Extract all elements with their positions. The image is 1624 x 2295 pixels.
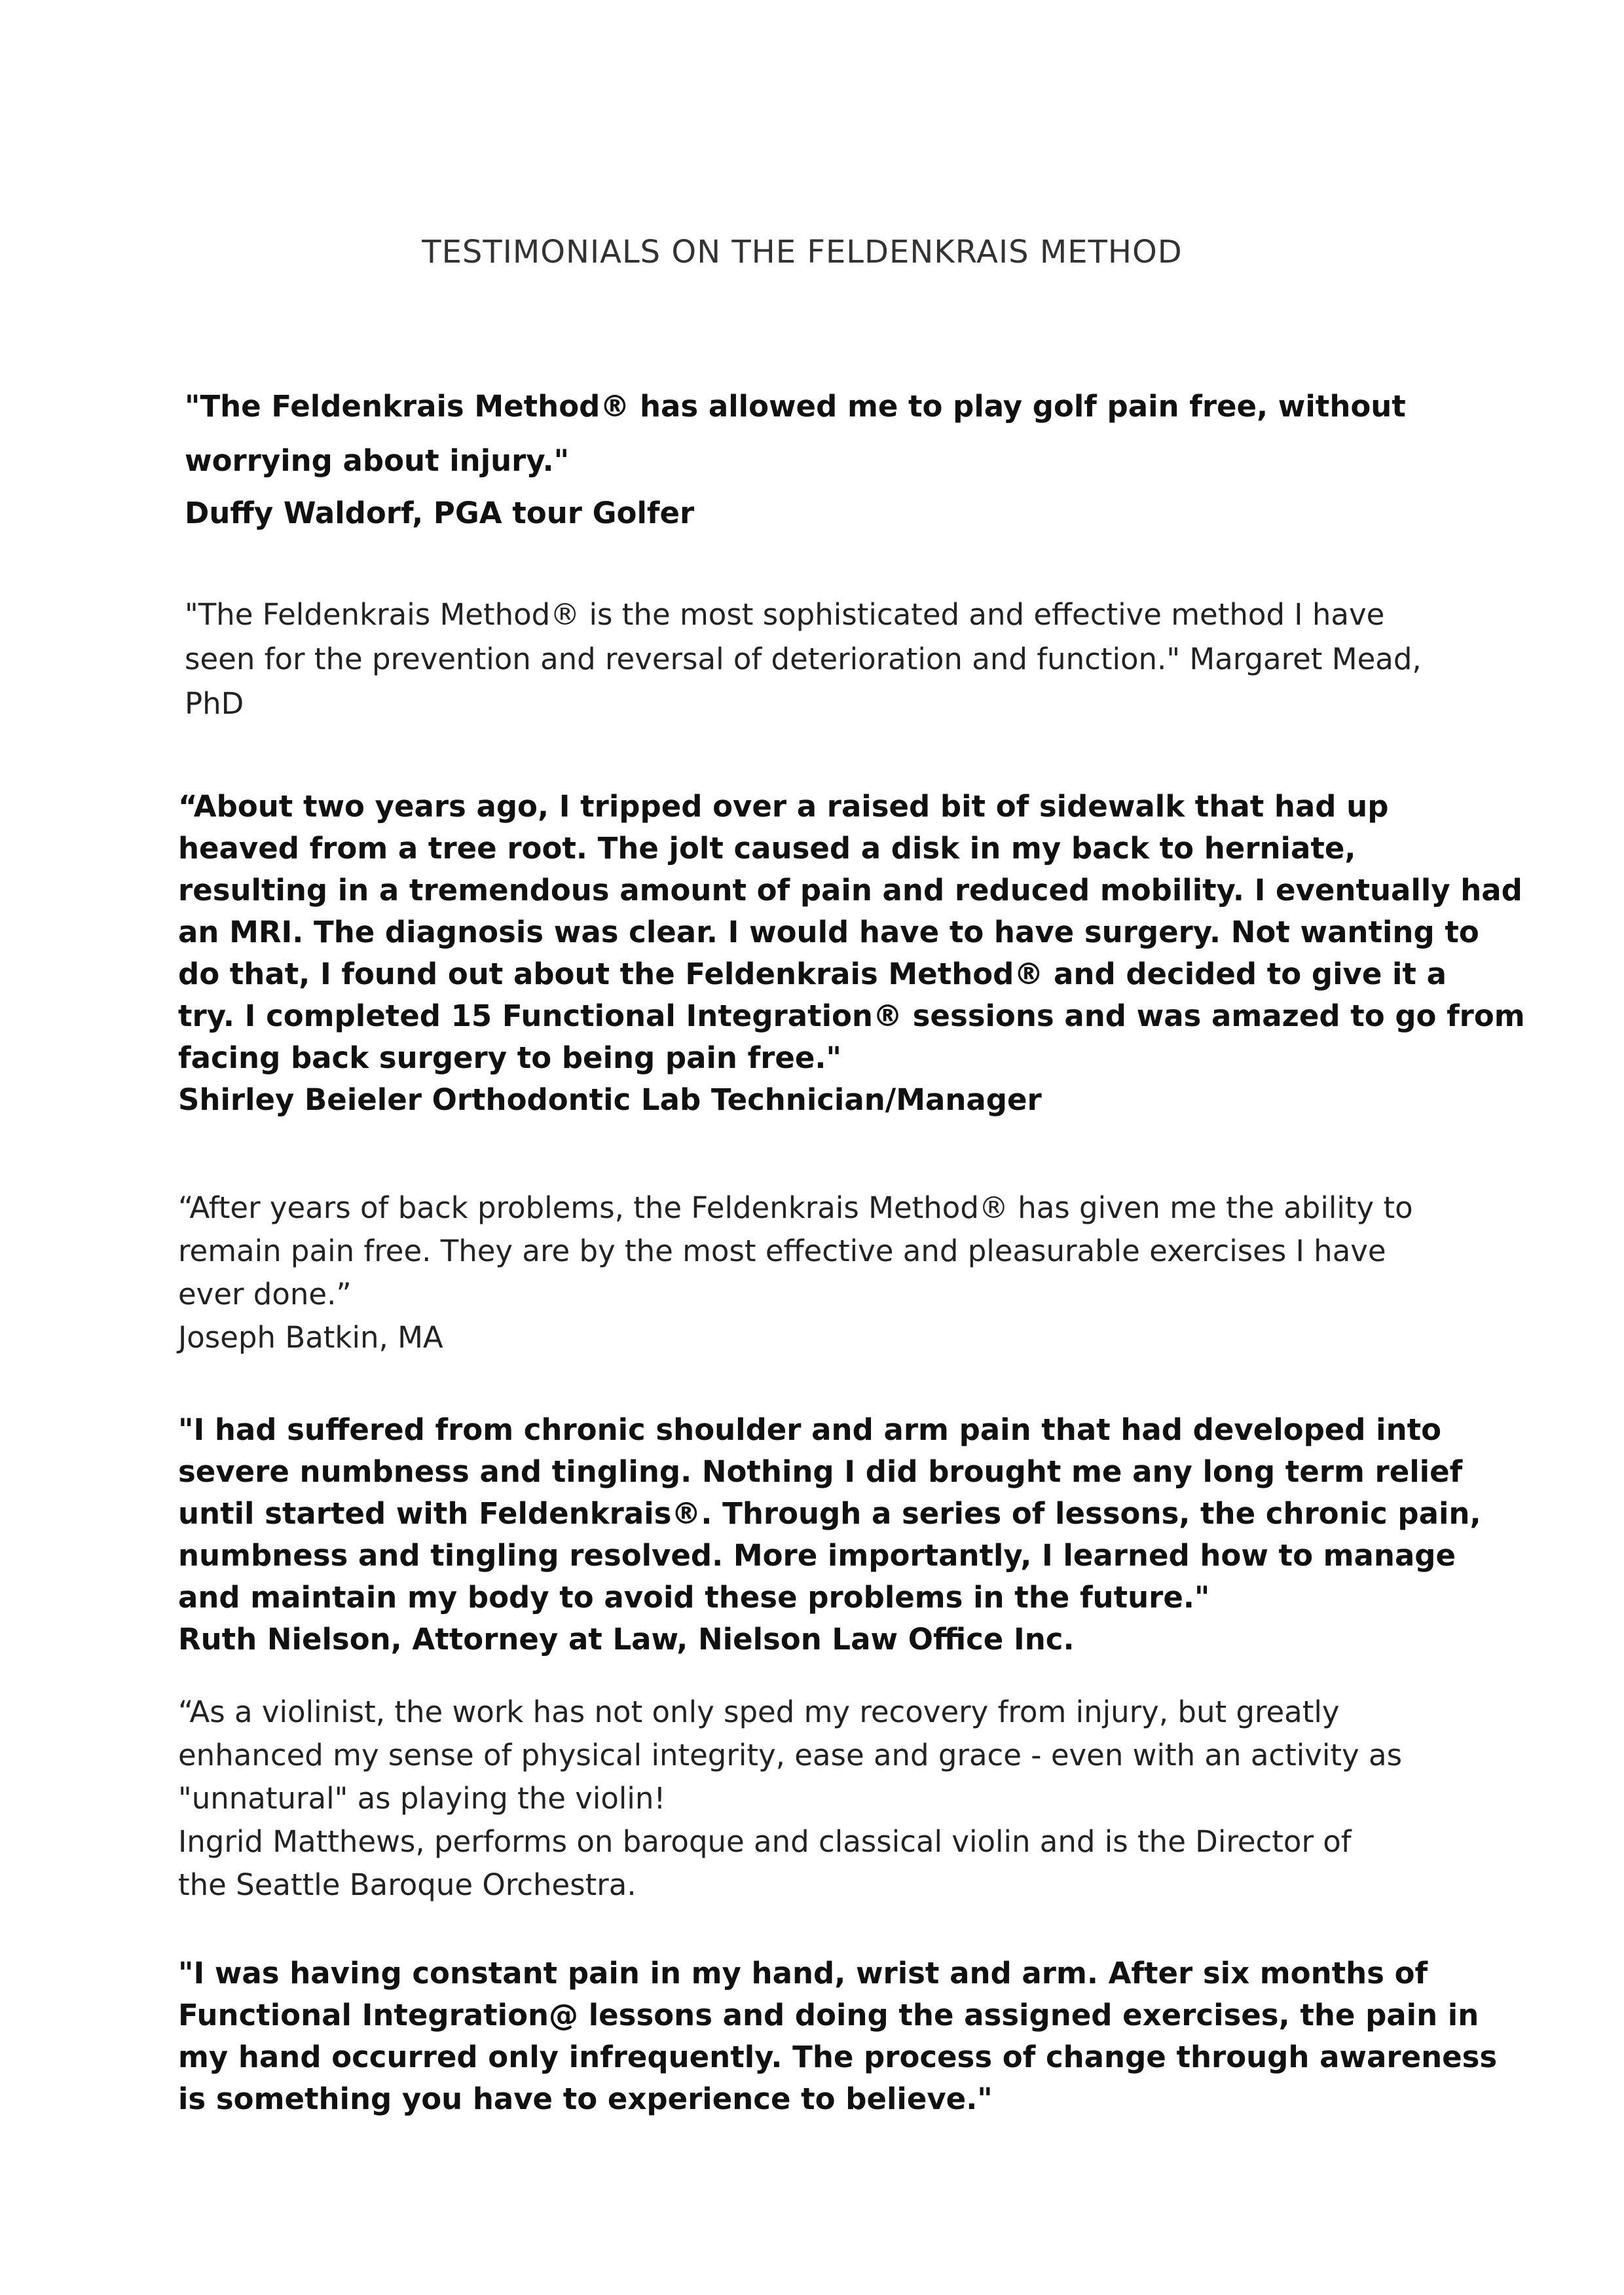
testimonial-nielson bbox=[178, 1409, 1481, 1661]
testimonial-line: and maintain my body to avoid these problems in the future." bbox=[178, 1580, 1210, 1615]
testimonial-line: "The Feldenkrais Method® has allowed me to play golf pain free, without bbox=[185, 389, 1406, 424]
testimonial-author: PhD bbox=[185, 686, 244, 721]
testimonial-line: heaved from a tree root. The jolt caused a disk in my back to herniate, bbox=[178, 831, 1356, 866]
testimonial-line: “About two years ago, I tripped over a raised bit of sidewalk that had up bbox=[178, 789, 1389, 824]
testimonial-line: remain pain free. They are by the most effective and pleasurable exercises I have bbox=[178, 1234, 1386, 1268]
testimonial-line: "I had suffered from chronic shoulder and arm pain that had developed into bbox=[178, 1412, 1442, 1447]
testimonial-line: until started with Feldenkrais®. Through a series of lessons, the chronic pain, bbox=[178, 1496, 1481, 1531]
testimonial-line: Functional Integration@ lessons and doing the assigned exercises, the pain in bbox=[178, 1998, 1479, 2032]
testimonial-line: my hand occurred only infrequently. The process of change through awareness bbox=[178, 2040, 1498, 2074]
testimonial-author: Ruth Nielson, Attorney at Law, Nielson Law Office Inc. bbox=[178, 1622, 1075, 1657]
testimonial-beieler bbox=[178, 786, 1525, 1121]
testimonial-line: "I was having constant pain in my hand, wrist and arm. After six months of bbox=[178, 1956, 1428, 1991]
testimonial-batkin bbox=[178, 1186, 1413, 1359]
testimonial-hand-pain bbox=[178, 1953, 1497, 2120]
testimonial-line: “After years of back problems, the Feldenkrais Method® has given me the ability to bbox=[178, 1190, 1413, 1225]
testimonial-line: facing back surgery to being pain free." bbox=[178, 1040, 841, 1075]
testimonial-line: "unnatural" as playing the violin! bbox=[178, 1781, 666, 1816]
testimonial-line: ever done.” bbox=[178, 1277, 352, 1312]
testimonial-line: seen for the prevention and reversal of deterioration and function." Margaret Mead, bbox=[185, 642, 1422, 676]
testimonial-mead bbox=[185, 593, 1422, 726]
testimonial-matthews bbox=[178, 1691, 1402, 1907]
testimonial-golf bbox=[185, 378, 1406, 540]
testimonial-author: Duffy Waldorf, PGA tour Golfer bbox=[185, 496, 695, 530]
page-title: TESTIMONIALS ON THE FELDENKRAIS METHOD bbox=[422, 234, 1183, 271]
testimonial-line: do that, I found out about the Feldenkrais Method® and decided to give it a bbox=[178, 957, 1447, 991]
testimonial-line: is something you have to experience to believe." bbox=[178, 2082, 993, 2116]
testimonial-author: the Seattle Baroque Orchestra. bbox=[178, 1867, 637, 1902]
testimonial-author: Shirley Beieler Orthodontic Lab Technician/Manager bbox=[178, 1082, 1042, 1117]
testimonial-line: an MRI. The diagnosis was clear. I would have to have surgery. Not wanting to bbox=[178, 915, 1479, 949]
testimonial-line: enhanced my sense of physical integrity, ease and grace - even with an activity as bbox=[178, 1738, 1403, 1772]
testimonial-author: Joseph Batkin, MA bbox=[178, 1320, 443, 1355]
testimonial-line: resulting in a tremendous amount of pain and reduced mobility. I eventually had bbox=[178, 873, 1522, 908]
testimonial-line: severe numbness and tingling. Nothing I did brought me any long term relief bbox=[178, 1454, 1463, 1489]
testimonial-line: worrying about injury." bbox=[185, 443, 570, 478]
testimonial-line: "The Feldenkrais Method® is the most sophisticated and effective method I have bbox=[185, 597, 1385, 632]
testimonial-line: “As a violinist, the work has not only sped my recovery from injury, but greatly bbox=[178, 1695, 1340, 1729]
testimonial-line: numbness and tingling resolved. More importantly, I learned how to manage bbox=[178, 1538, 1456, 1573]
testimonial-author: Ingrid Matthews, performs on baroque and classical violin and is the Director of bbox=[178, 1824, 1352, 1859]
testimonial-line: try. I completed 15 Functional Integration® sessions and was amazed to go from bbox=[178, 999, 1525, 1033]
